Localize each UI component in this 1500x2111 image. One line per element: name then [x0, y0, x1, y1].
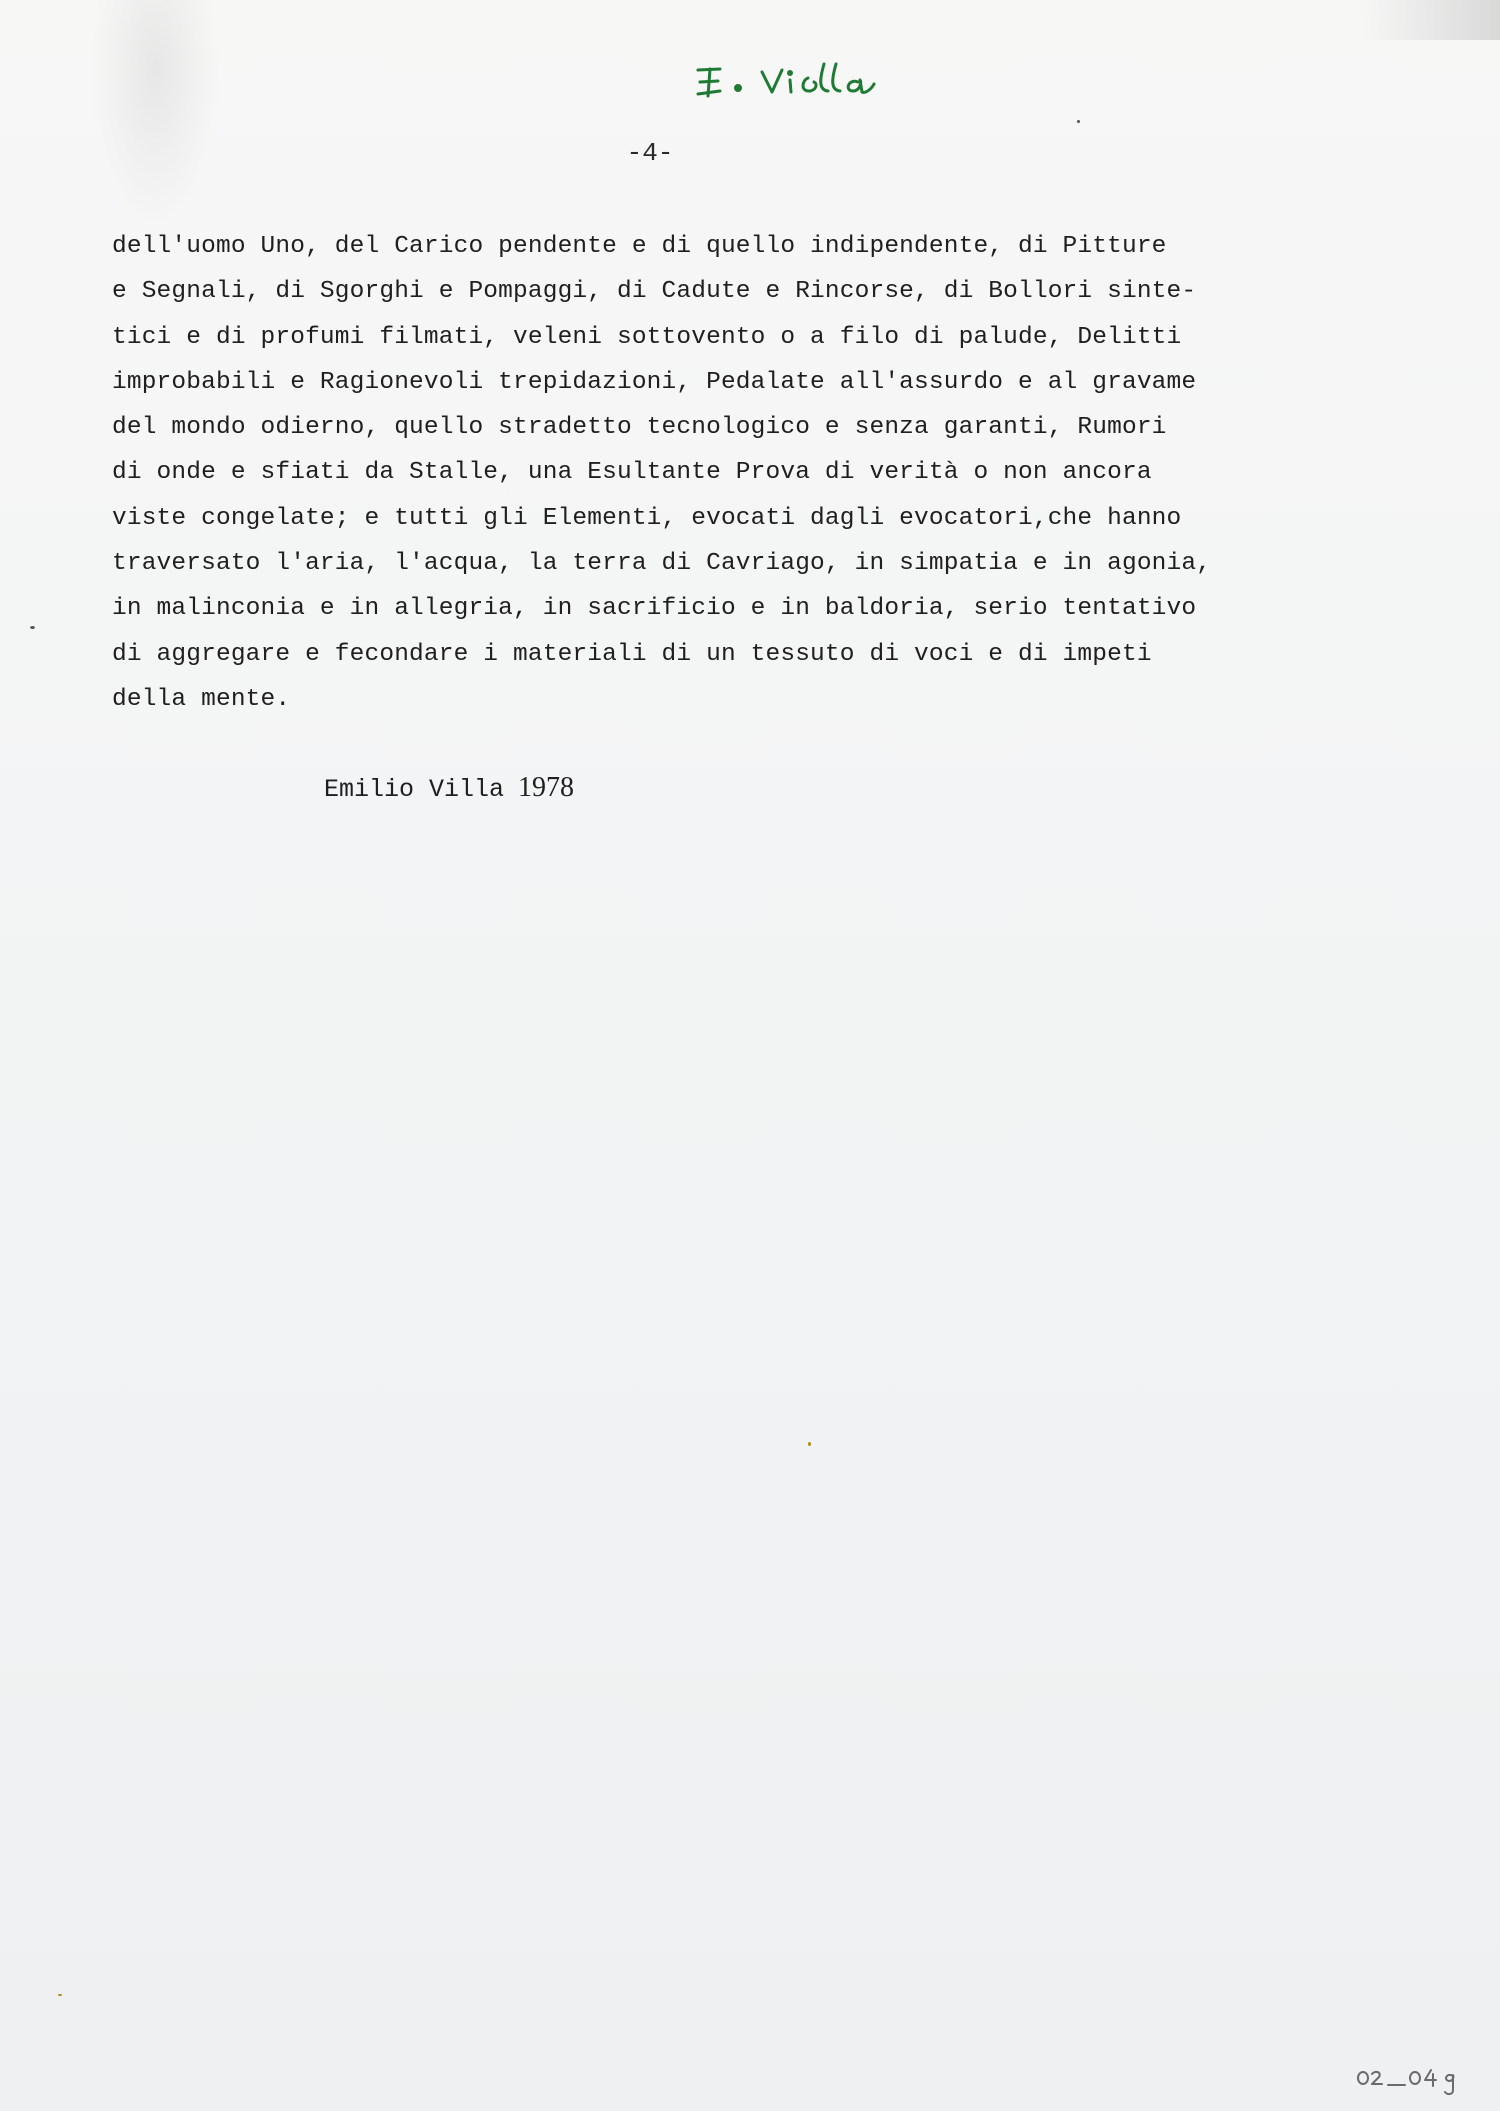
handwritten-name-annotation: [690, 58, 880, 108]
text-line: di onde e sfiati da Stalle, una Esultante Prova di verità o non ancora: [112, 459, 1152, 487]
text-line: della mente.: [112, 685, 291, 713]
text-line: in malinconia e in allegria, in sacrificio e in baldoria, serio tentativo: [112, 595, 1197, 623]
scan-edge-shadow: [1360, 0, 1500, 40]
paper-fold-shadow: [90, 0, 220, 230]
archive-code-annotation: [1355, 2062, 1465, 2098]
text-line: dell'uomo Uno, del Carico pendente e di quello indipendente, di Pitture: [112, 233, 1167, 260]
paper-speck: [1077, 120, 1080, 123]
signature-year: 1978: [518, 772, 575, 803]
body-paragraph: [112, 224, 1342, 722]
text-line: di aggregare e fecondare i materiali di un tessuto di voci e di impeti: [112, 640, 1152, 668]
author-signature: [324, 772, 574, 804]
page-number: -4-: [626, 138, 674, 168]
text-line: del mondo odierno, quello stradetto tecnologico e senza garanti, Rumori: [112, 414, 1167, 442]
text-line: tici e di profumi filmati, veleni sottovento o a filo di palude, Delitti: [112, 323, 1182, 351]
text-line: e Segnali, di Sgorghi e Pompaggi, di Cadute e Rincorse, di Bollori sinte-: [112, 278, 1197, 306]
text-line: improbabili e Ragionevoli trepidazioni, Pedalate all'assurdo e al gravame: [112, 368, 1197, 396]
text-line: traversato l'aria, l'acqua, la terra di Cavriago, in simpatia e in agonia,: [112, 550, 1212, 578]
paper-speck: [58, 1994, 62, 1996]
paper-speck: [808, 1442, 811, 1446]
author-name: Emilio Villa: [324, 775, 505, 804]
text-line: viste congelate; e tutti gli Elementi, evocati dagli evocatori,che hanno: [112, 504, 1182, 532]
paper-speck: [30, 626, 35, 629]
